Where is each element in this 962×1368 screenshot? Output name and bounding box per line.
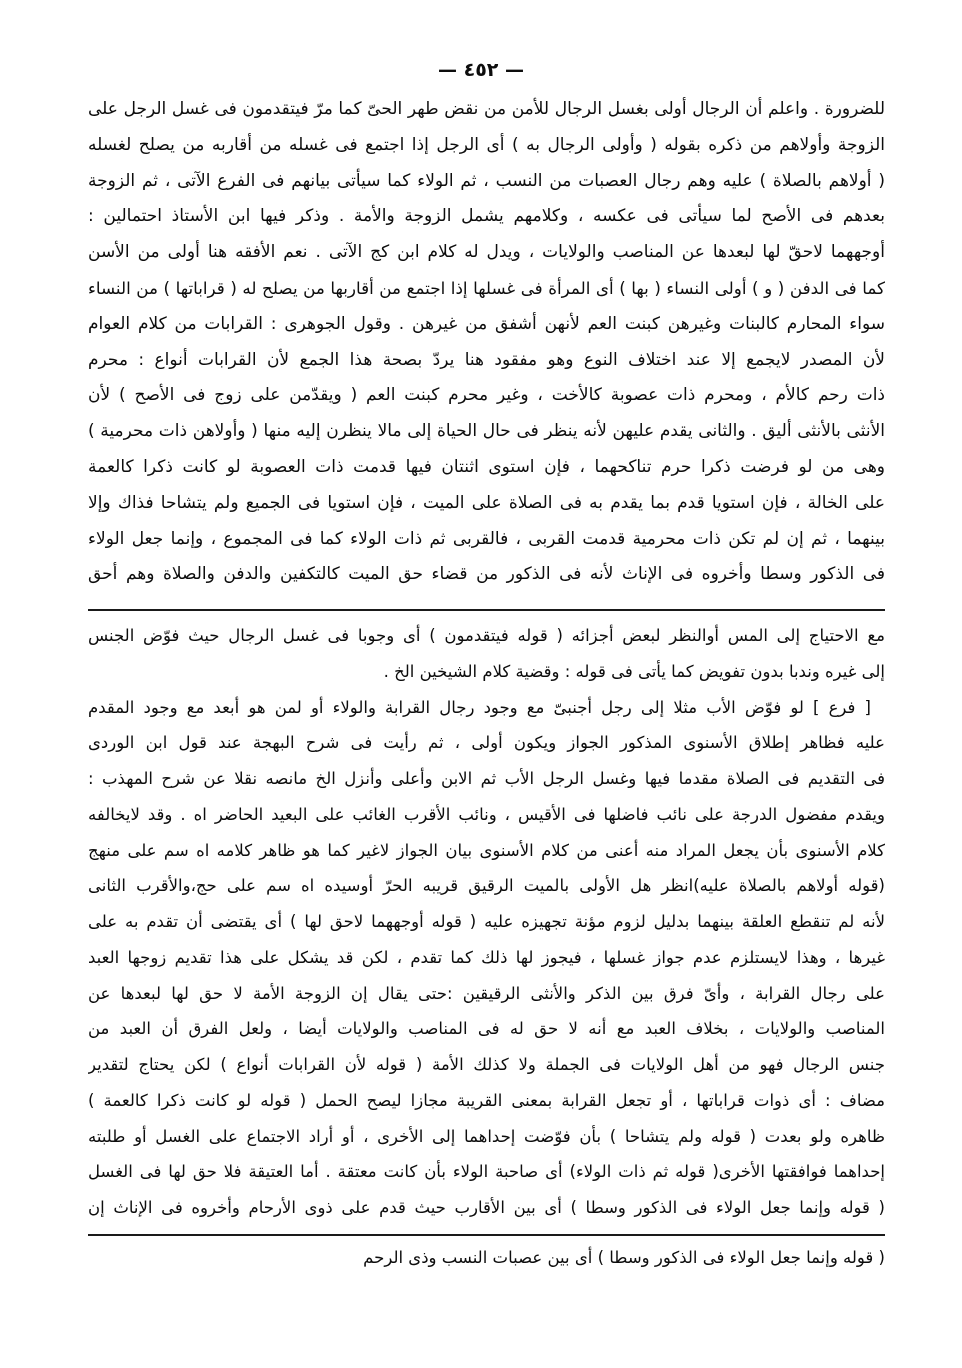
separator-rule — [88, 609, 885, 611]
main-text-line: ذات رحم كالأم ، ومحرم ذات عصوبة كالأخت ، وغير محرم كبنت العم ( ويقدّمن على زوج فى الأصح ) لأن — [88, 385, 885, 406]
commentary-line: [ فرع ] لو فوّض الأب مثلا إلى رجل أجنبىّ مع وجود رجال القرابة والولاء أو لمن هو أبعد مع وجود المقدم — [88, 697, 871, 717]
main-text-line: بعدهم فى الأصح لما سيأتى فى عكسه ، وكلامهم يشمل الزوجة والأمة . وذكر فيها ابن الأستاذ احتمالين : — [88, 206, 885, 227]
commentary-line: ( قوله وإنما جعل الولاء فى الذكور وسطا ) أى بين عصبات النسب وذى الرحم — [363, 1248, 885, 1267]
commentary-line: عليه فظاهر إطلاق الأسنوى المذكور الجواز ويكون أولى ، ثم رأيت فى شرح البهجة عند قول ابن الوردى — [88, 733, 885, 753]
commentary-line: على رجال القرابة ، وأىّ فرق بين الذكر والأنثى الرقيقين :حتى يقال إن الزوجة الأمة لا حق لها لبعدها عن — [88, 983, 885, 1003]
commentary-line: جنس الرجال فهو من أهل الولايات فى الجملة ولا كذلك الأمة ( قوله لأن القرابات أنواع ) لكن يحتاج لتقدير — [88, 1055, 885, 1074]
commentary-line: المناصب والولايات ، بخلاف العبد مع أنه لا حق له فى المناصب والولايات أيضا ، ولعل الفرق أن العبد من — [88, 1019, 885, 1039]
main-text-line: بينهما ، ثم إن لم تكن ذات محرمية قدمت القربى ، فالقربى ثم ذات الولاء كما فى المجموع ، وإنما جعل الولاء — [88, 528, 885, 549]
main-text-line: ( أولاهم بالصلاة ) عليه وهم رجال العصبات من النسب ، ثم الولاء كما سيأتى بيانهم فى الفرع الآتى ، ثم الزوجة — [88, 170, 885, 191]
commentary-line: فى التقديم فى الصلاة مقدما فيها وغسل الرجل الأب ثم الابن وأعلى وأنزل الخ مانصه نقلا عن شرح المهذب : — [88, 769, 885, 788]
main-text-line: الزوجة وأولاهم من ذكره بقوله ( وأولى الرجال به ) أى الرجل إذا اجتمع فى غسله من أقاربه من يصلح لغسله — [88, 134, 885, 155]
commentary-line: كلام الأسنوى بأن يجعل المراد منه أعنى من كلام الأسنوى بيان الجواز لاغير كما هو ظاهر كلامه اه سم على منهج — [88, 840, 885, 860]
main-text-line: سواء المحارم كالبنات وغيرهن كبنت العم لأنهن أشفق من غيرهن . وقول الجوهرى : القرابات من كلام العوام — [88, 313, 885, 334]
separator-rule — [88, 1234, 885, 1236]
main-text-line: أوجههما لاحقّ لها لبعدها عن المناصب والولايات ، ويدل له كلام ابن كج الآتى . نعم الأفقه هنا أولى من الأسن — [88, 242, 885, 263]
commentary-line: ( قوله وإنما جعل الولاء فى الذكور وسطا ) أى بين الأقارب حيث قدم على ذوى الأرحام وأخروه فى الإناث إن — [88, 1198, 885, 1217]
commentary-line: غيرها ، وهذا لايستلزم عدم جواز غسلها ، فيجوز لها ذلك كما تقدم ، لكن قد يشكل على هذا تقديم زوجها العبد — [88, 947, 885, 967]
main-text-line: لأن المصدر لايجمع إلا عند اختلاف النوع وهو مفقود هنا يردّ بصحة هذا الجمع لأن القرابات أنواع : محرم — [88, 349, 885, 370]
commentary-line: لأنه لم تنقطع العلقة بينهما بدليل لزوم مؤنة تجهيزه عليه ( قوله أوجههما لاحق لها ) أى يقتضى أن تقدم به على — [88, 912, 885, 931]
commentary-line: مضاف : أى ذوات قراباتها ، أو تجعل القرابة بمعنى القريبة مجازا ليصح الحمل ( قوله لو كانت ذكرا كالعمة ) — [88, 1090, 885, 1110]
commentary-line: ظاهره ولو بعدت ( قوله ولم يتشاحا ) بأن فوّضت إحداهما إلى الأخرى ، أو أراد الاجتماع على الغسل أو طلبته — [88, 1126, 885, 1146]
main-text — [88, 92, 885, 593]
commentary-text — [88, 618, 885, 1226]
main-text-line: كما فى الدفن ( و ) أولى النساء ( بها ) أى المرأة فى غسلها إذا اجتمع من أقاربها من يصلح له ( قراباتها ) من النساء — [88, 277, 885, 298]
commentary-line: مع الاحتياج إلى المس أوالنظر لبعض أجزائه ( قوله فيتقدمون ) أى وجوبا فى غسل الرجال حيث فوّض الجنس — [88, 626, 885, 645]
main-text-line: على الخالة ، فإن استويا قدم بما يقدم به فى الصلاة على الميت ، فإن استويا فى الجميع ولم يتشاحا فذاك وإلا — [88, 492, 885, 513]
main-text-line: فى الذكور وسطا وأخروه فى الإناث لأنه فى الذكور من قضاء حق الميت كالتكفين والدفن والصلاة وهم أحق — [88, 564, 885, 585]
main-text-line: الأنثى بالأنثى أليق . والثانى يقدم عليهن لأنه ينظر فى حال الحياة إلى مالا ينظرن إليه منها ( وأولاهن ذات محرمية ) — [88, 421, 885, 442]
page-number: — ٤٥٢ — — [437, 59, 525, 81]
commentary-line: إلى غيره وندبا بدون تفويض كما يأتى فى قوله : وقضية كلام الشيخين الخ . — [383, 661, 885, 681]
main-text-line: وهى من لو فرضت ذكرا حرم تناكحهما ، فإن استوى اثنتان فيها قدمت ذات العصوبة لو كانت ذكرا كالعمة — [88, 456, 885, 477]
commentary-line: إحداهما فوافقتها الأخرى( قوله ثم ذات الولاء) أى صاحبة الولاء بأن كانت معتقة . أما العتيقة فلا حق لها فى الغسل — [88, 1162, 885, 1182]
commentary-continued-text — [88, 1240, 885, 1276]
main-text-line: للضرورة . واعلم أن الرجال أولى بغسل الرجال للأمن من نقض طهر الحىّ كما مرّ فيتقدمون فى غسل الرجل على — [88, 99, 885, 119]
commentary-line: ويقدم مفضول الدرجة على نائب فاضلها فى الأقيس ، ونائب الأقرب الغائب على البعيد الحاضر اه . وقد لايخالفه — [88, 804, 885, 824]
commentary-line: (قوله أولاهم بالصلاة عليه)انظر هل الأولى بالميت الرقيق قريبه الحرّ أوسيده اه سم على حج،والأقرب الثانى — [88, 876, 885, 896]
